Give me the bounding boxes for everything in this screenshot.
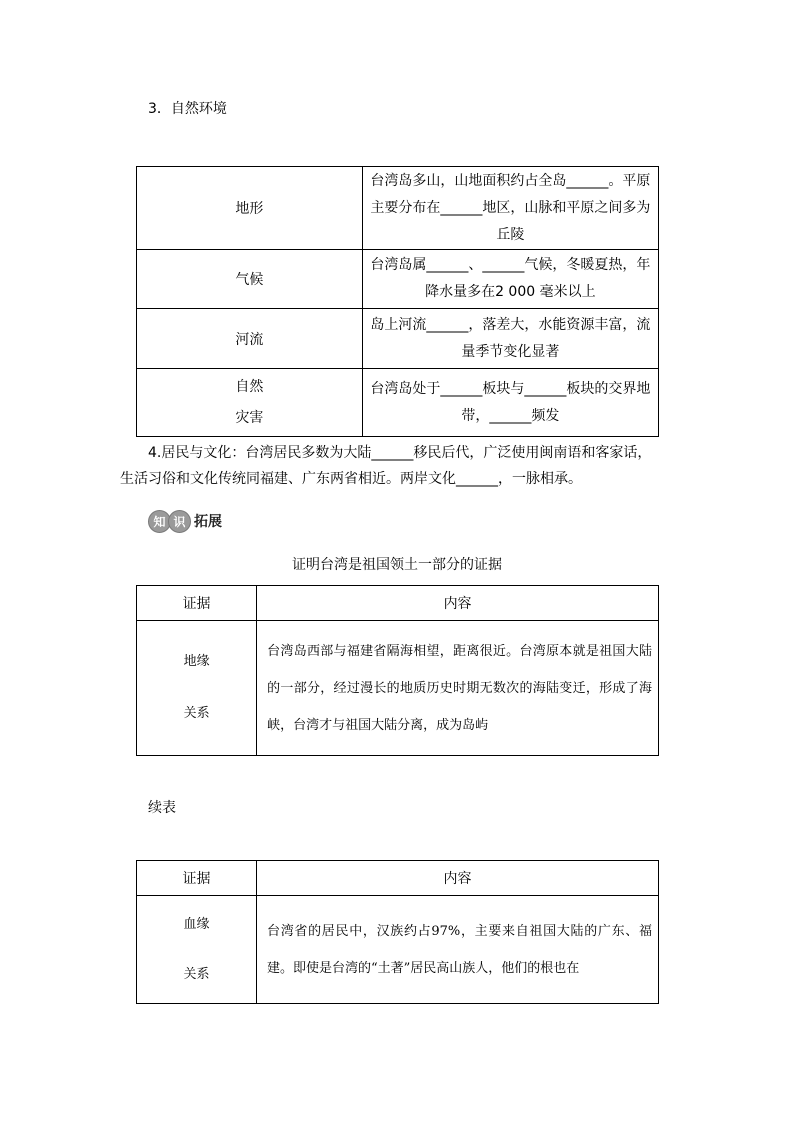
row-content: 台湾岛西部与福建省隔海相望，距离很近。台湾原本就是祖国大陆的一部分，经过漫长的地质历史时期无数次的海陆变迁，形成了海峡，台湾才与祖国大陆分离，成为岛屿 — [257, 621, 659, 756]
row-content: 台湾岛处于______板块与______板块的交界地带，______频发 — [362, 369, 658, 437]
row-label-line: 关系 — [183, 706, 210, 721]
continued-table-label: 续表 — [148, 800, 176, 816]
table-row — [137, 250, 659, 309]
row-label-line: 关系 — [183, 966, 210, 982]
row-content: 台湾岛多山，山地面积约占全岛______。平原主要分布在______地区，山脉和平原之间多为丘陵 — [362, 167, 658, 250]
row-content: 台湾省的居民中，汉族约占97%，主要来自祖国大陆的广东、福建。即使是台湾的“土著”居民高山族人，他们的根也在 — [257, 896, 659, 1004]
header-evidence: 证据 — [137, 586, 257, 621]
row-label-line: 自然 — [235, 378, 264, 395]
knowledge-extension-badge — [148, 509, 222, 533]
row-content: 岛上河流______，落差大，水能资源丰富，流量季节变化显著 — [362, 309, 658, 369]
row-label: 气候 — [137, 250, 363, 309]
evidence-table — [136, 585, 659, 756]
paragraph-4-line-2: 生活习俗和文化传统同福建、广东两省相近。两岸文化______，一脉相承。 — [120, 471, 582, 487]
badge-circle-2: 识 — [168, 510, 191, 533]
header-content: 内容 — [257, 861, 659, 896]
badge-text: 拓展 — [194, 514, 222, 530]
row-label — [137, 369, 363, 437]
paragraph-4-line-1: 4.居民与文化：台湾居民多数为大陆______移民后代，广泛使用闽南语和客家话， — [148, 445, 652, 461]
table-row — [137, 896, 659, 1004]
row-label — [137, 896, 257, 1004]
table-header-row — [137, 586, 659, 621]
row-label: 地形 — [137, 167, 363, 250]
row-label-line: 血缘 — [183, 916, 210, 932]
row-content: 台湾岛属______、______气候，冬暖夏热，年降水量多在2 000 毫米以上 — [362, 250, 658, 309]
row-label-line: 地缘 — [183, 654, 210, 669]
badge-circle-1: 知 — [148, 510, 171, 533]
evidence-table-continued — [136, 860, 659, 1004]
row-label-line: 灾害 — [235, 409, 264, 426]
table-row — [137, 309, 659, 369]
table-row — [137, 369, 659, 437]
table-row — [137, 621, 659, 756]
table-row — [137, 167, 659, 250]
evidence-table-caption: 证明台湾是祖国领土一部分的证据 — [292, 557, 502, 573]
header-evidence: 证据 — [137, 861, 257, 896]
row-label — [137, 621, 257, 756]
section-3-heading: 3．自然环境 — [148, 101, 227, 117]
natural-environment-table — [136, 166, 659, 437]
header-content: 内容 — [257, 586, 659, 621]
table-header-row — [137, 861, 659, 896]
row-label: 河流 — [137, 309, 363, 369]
